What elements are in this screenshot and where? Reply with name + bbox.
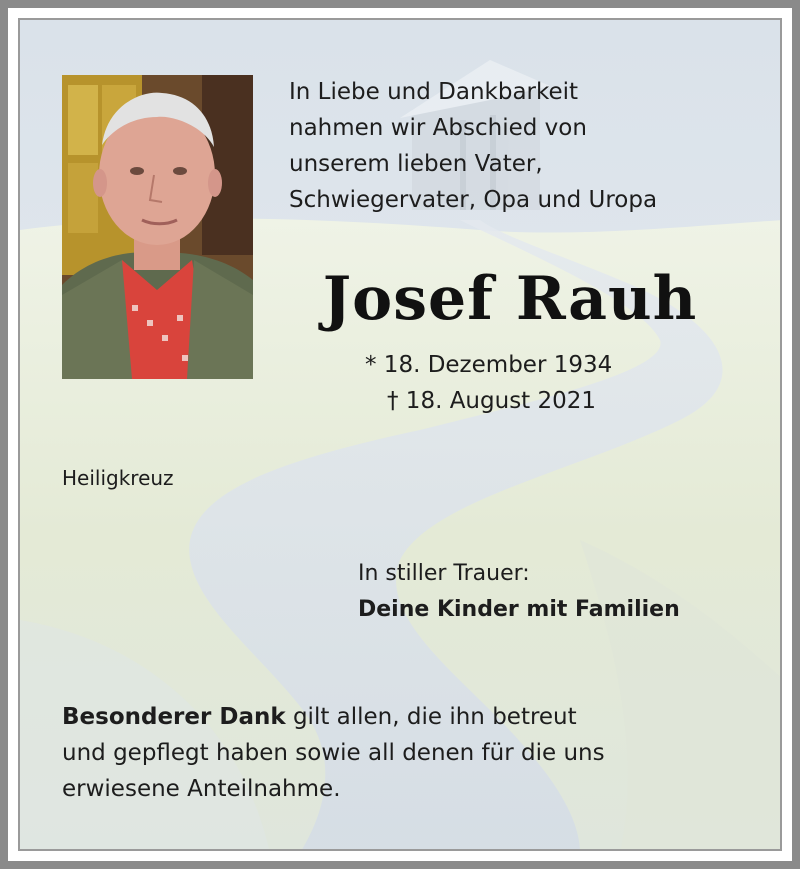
thanks-rest: gilt allen, die ihn betreut bbox=[285, 704, 577, 730]
intro-line: unserem lieben Vater, bbox=[289, 151, 543, 177]
portrait-photo bbox=[62, 75, 253, 379]
thanks-text bbox=[62, 699, 605, 807]
death-date: † 18. August 2021 bbox=[387, 388, 597, 414]
mourners-block bbox=[358, 556, 680, 628]
mourners-names: Deine Kinder mit Familien bbox=[358, 597, 680, 622]
birth-date: * 18. Dezember 1934 bbox=[365, 352, 613, 378]
thanks-line bbox=[62, 699, 605, 735]
obituary-notice bbox=[18, 18, 782, 851]
thanks-line: erwiesene Anteilnahme. bbox=[62, 776, 341, 802]
deceased-name: Josef Rauh bbox=[322, 264, 698, 334]
life-dates bbox=[365, 347, 612, 419]
mourning-intro: In stiller Trauer: bbox=[358, 561, 530, 586]
intro-line: Schwiegervater, Opa und Uropa bbox=[289, 187, 658, 213]
place-name: Heiligkreuz bbox=[62, 466, 174, 490]
intro-text bbox=[289, 74, 769, 218]
intro-line: In Liebe und Dankbarkeit bbox=[289, 79, 579, 105]
thanks-bold: Besonderer Dank bbox=[62, 704, 286, 730]
intro-line: nahmen wir Abschied von bbox=[289, 115, 587, 141]
thanks-line: und gepflegt haben sowie all denen für die uns bbox=[62, 740, 605, 766]
